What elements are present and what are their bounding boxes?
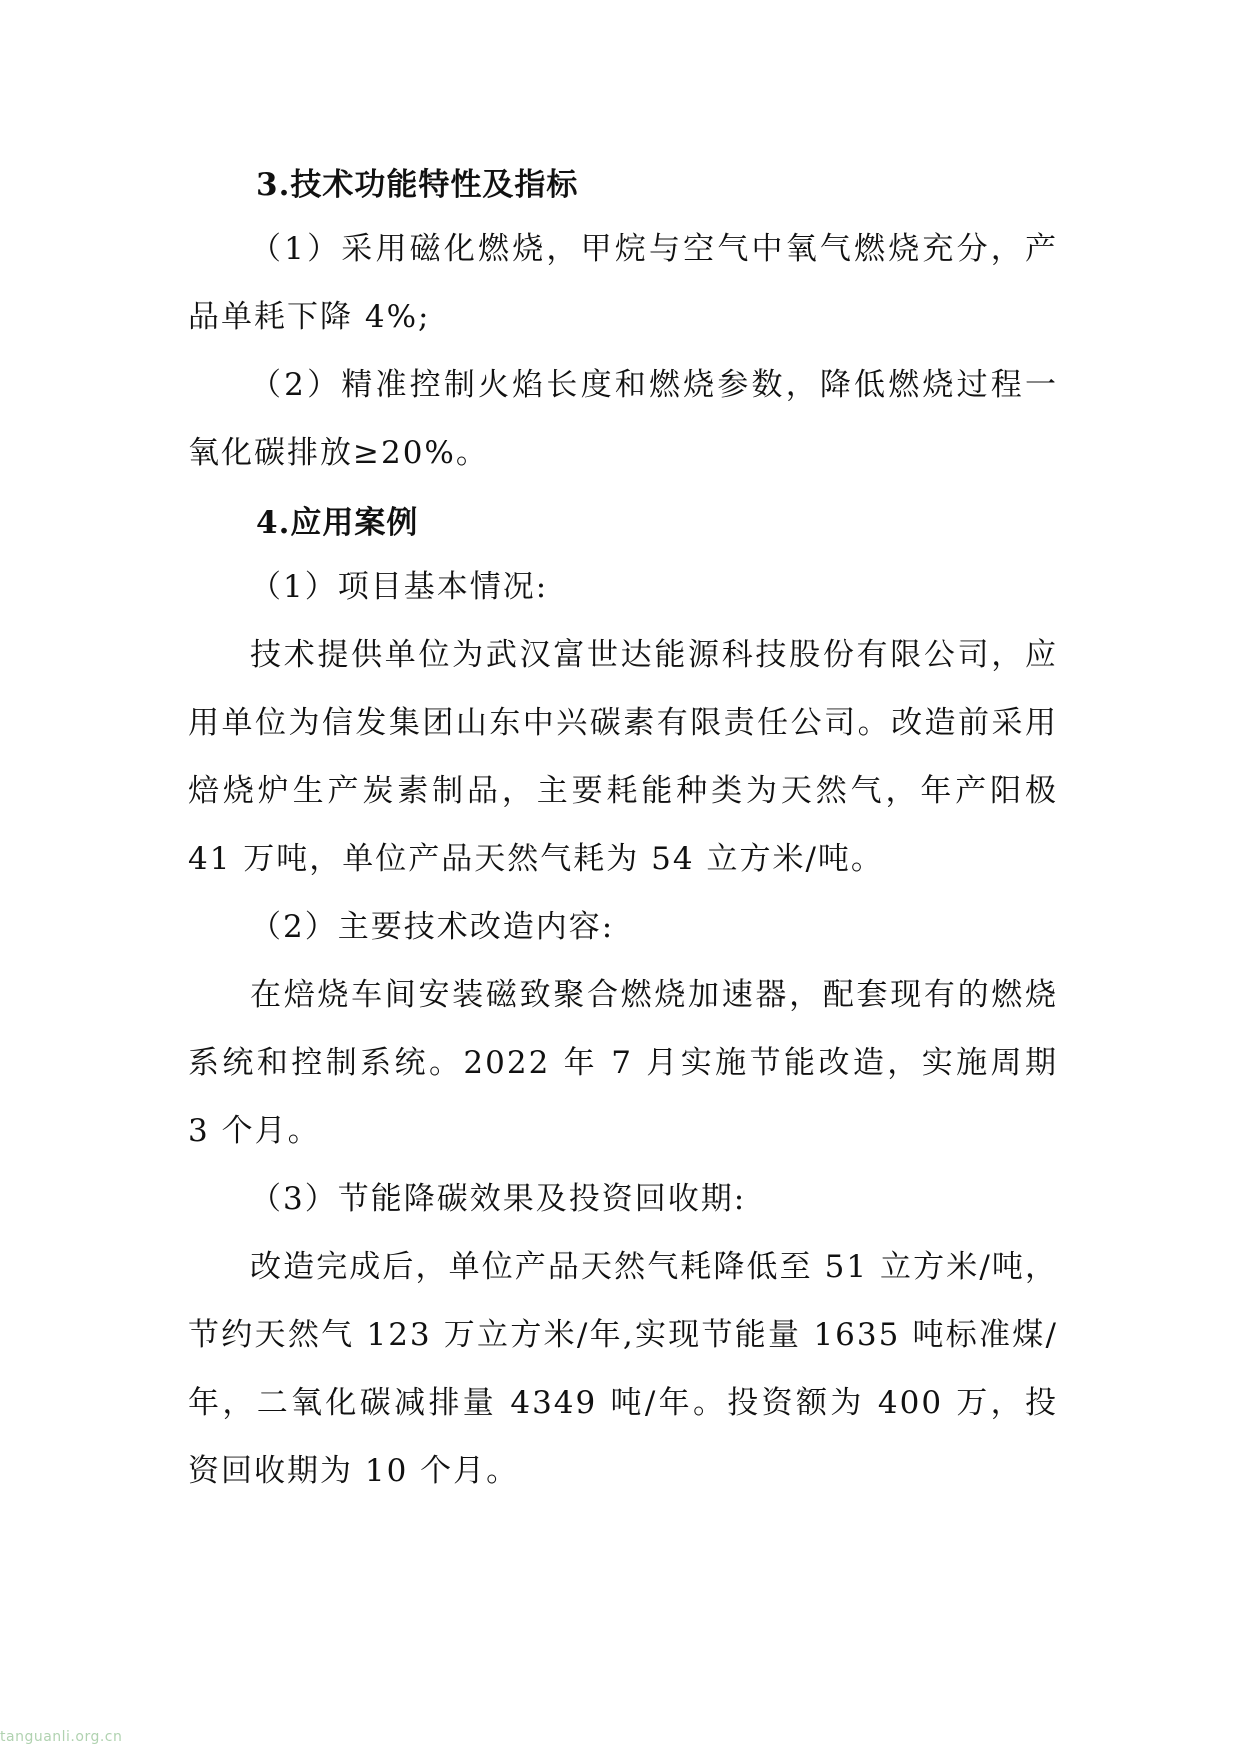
- section-3-item-2: （2）精准控制火焰长度和燃烧参数，降低燃烧过程一氧化碳排放≥20%。: [188, 367, 1058, 471]
- page-content: [188, 155, 1058, 1505]
- subsection-1-title: （1）项目基本情况:: [250, 569, 549, 605]
- subsection-2-body: 在焙烧车间安装磁致聚合燃烧加速器，配套现有的燃烧系统和控制系统。2022 年 7 月实施节能改造，实施周期 3 个月。: [188, 977, 1058, 1149]
- subsection-3-body: 改造完成后，单位产品天然气耗降低至 51 立方米/吨，节约天然气 123 万立方米/年,实现节能量 1635 吨标准煤/年，二氧化碳减排量 4349 吨/年。投资额为 400 万，投资回收期为 10 个月。: [188, 1249, 1058, 1489]
- section-3-heading: 3.技术功能特性及指标: [256, 167, 579, 203]
- site-watermark: tanguanli.org.cn: [0, 1729, 123, 1745]
- subsection-2-title: （2）主要技术改造内容:: [250, 909, 615, 945]
- subsection-3-title: （3）节能降碳效果及投资回收期:: [250, 1181, 747, 1217]
- section-4-heading: 4.应用案例: [256, 505, 419, 541]
- section-3-item-1: （1）采用磁化燃烧，甲烷与空气中氧气燃烧充分，产品单耗下降 4%;: [188, 231, 1058, 335]
- subsection-1-body: 技术提供单位为武汉富世达能源科技股份有限公司，应用单位为信发集团山东中兴碳素有限责任公司。改造前采用焙烧炉生产炭素制品，主要耗能种类为天然气，年产阳极 41 万吨，单位产品天然气耗为 54 立方米/吨。: [188, 637, 1058, 877]
